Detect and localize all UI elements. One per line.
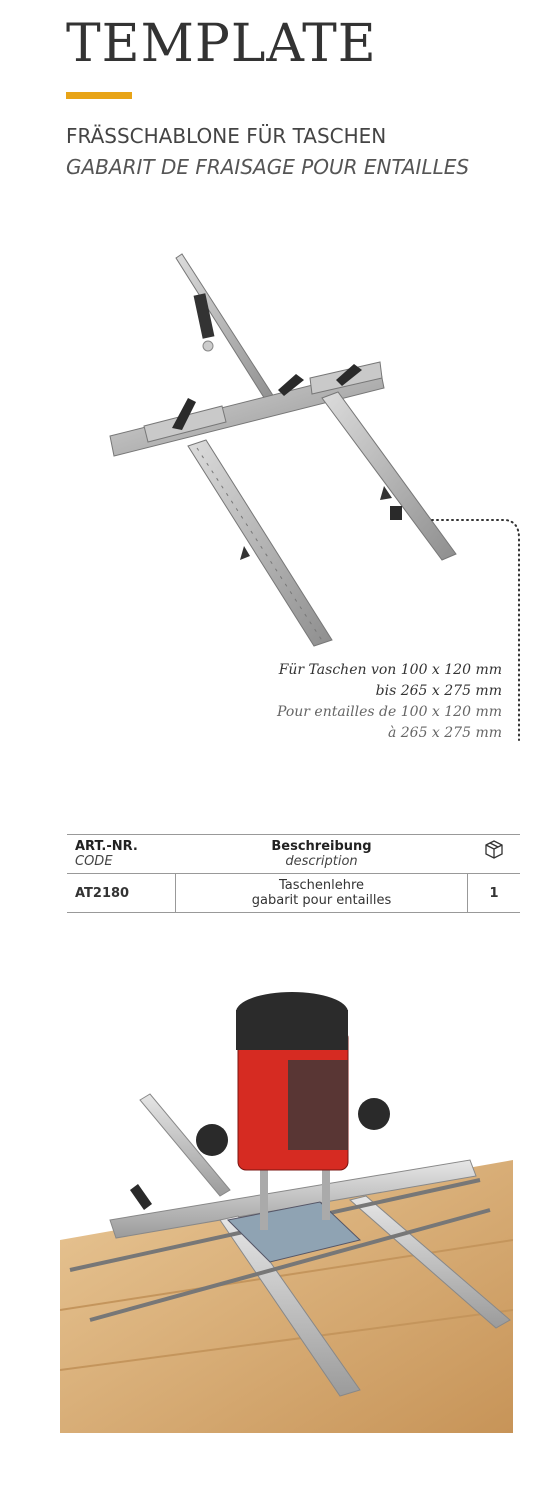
info-fr-line2: à 265 x 275 mm (387, 725, 502, 741)
col-code-label: ART.-NR. (75, 839, 138, 854)
subtitle-french: GABARIT DE FRAISAGE POUR ENTAILLES (66, 155, 470, 179)
package-icon (483, 839, 505, 859)
col-description-header (176, 835, 468, 874)
size-info (277, 660, 502, 744)
info-de-line1: Für Taschen von 100 x 120 mm (278, 662, 502, 678)
col-code-header (67, 835, 176, 874)
subtitle-german: FRÄSSCHABLONE FÜR TASCHEN (66, 124, 387, 148)
row-code: AT2180 (75, 885, 130, 901)
col-description-sublabel: description (285, 854, 358, 869)
info-de-line2: bis 265 x 275 mm (375, 683, 502, 699)
col-code-sublabel: CODE (75, 854, 113, 869)
template-jig-image (100, 250, 470, 660)
article-table (67, 834, 520, 913)
row-desc-de: Taschenlehre (278, 878, 365, 893)
table-row (67, 874, 520, 913)
table-header-row (67, 835, 520, 874)
router-usage-image (60, 990, 513, 1433)
row-description (176, 874, 468, 913)
page-title: TEMPLATE (66, 14, 377, 74)
col-description-label: Beschreibung (271, 839, 372, 854)
col-quantity-header (468, 835, 521, 874)
info-fr-line1: Pour entailles de 100 x 120 mm (276, 704, 502, 720)
row-desc-fr: gabarit pour entailles (251, 893, 392, 908)
row-quantity: 1 (489, 885, 499, 901)
title-accent-bar (66, 92, 132, 99)
